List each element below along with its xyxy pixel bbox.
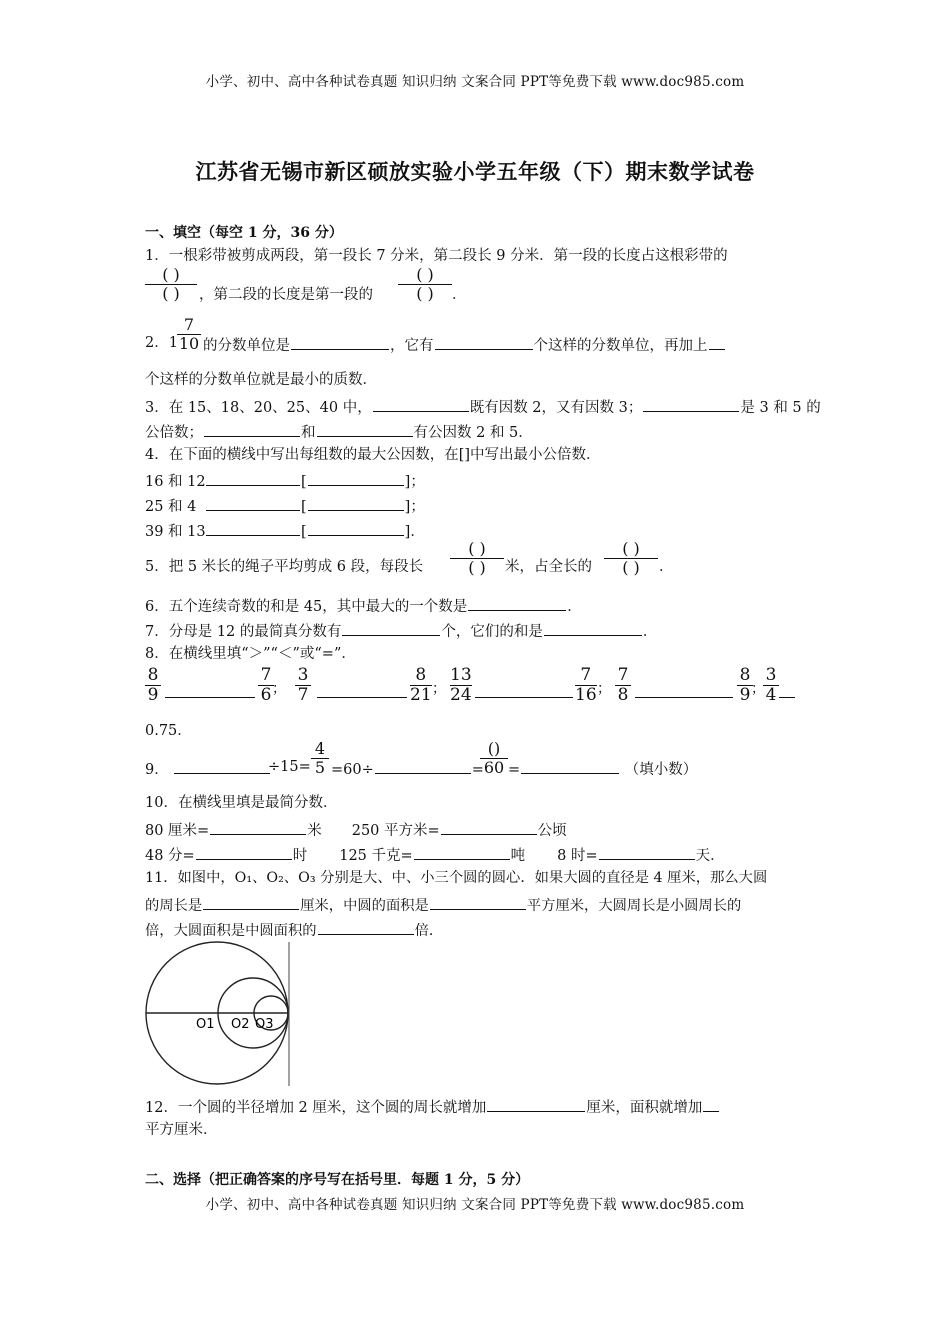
q10-unit-1: 米 xyxy=(307,823,322,839)
q3-blank-3[interactable] xyxy=(204,420,300,437)
q8-frac-den: 9 xyxy=(147,685,159,705)
q8-frac-den: 6 xyxy=(260,685,272,705)
q2-frac-den: 10 xyxy=(178,334,200,353)
q10-text: 10．在横线里填是最简分数． xyxy=(145,795,338,811)
q4-row-1-end: ]； xyxy=(404,474,425,490)
section-2-heading: 二、选择（把正确答案的序号写在括号里．每题 1 分，5 分） xyxy=(145,1172,530,1188)
q6-text-a: 6．五个连续奇数的和是 45，其中最大的一个数是 xyxy=(145,599,468,615)
q3-text-b: 既有因数 2，又有因数 3； xyxy=(469,400,643,416)
q8-fraction xyxy=(575,666,597,705)
q1-fraction-1 xyxy=(145,266,197,303)
q2-frac-num: 7 xyxy=(177,316,201,335)
q8-blank[interactable] xyxy=(317,697,407,698)
q9-frac2-den: 60 xyxy=(483,758,505,777)
q5-text-a: 5．把 5 米长的绳子平均剪成 6 段，每段长 xyxy=(145,559,424,575)
q8-frac-num: 8 xyxy=(737,666,753,686)
q3-blank-1[interactable] xyxy=(373,395,469,412)
q2-blank-2[interactable] xyxy=(435,333,533,350)
q10-label-2: 250 平方米= xyxy=(351,823,440,839)
q10-blank-3[interactable] xyxy=(196,843,292,860)
q3-text-a: 3．在 15、18、20、25、40 中， xyxy=(145,400,372,416)
page-header: 小学、初中、高中各种试卷真题 知识归纳 文案合同 PPT等免费下载 www.doc985.com xyxy=(205,74,745,90)
q10-label-1: 80 厘米= xyxy=(145,823,210,839)
q8-blank[interactable] xyxy=(635,697,733,698)
q5-text-c: ． xyxy=(659,559,674,575)
q5-fraction-1 xyxy=(450,540,504,577)
q2-blank-3[interactable] xyxy=(709,333,725,350)
q8-frac-num: 7 xyxy=(258,666,274,686)
q9-text-c: =60÷ xyxy=(331,762,374,778)
q5-frac1-den: ( ) xyxy=(468,558,486,577)
q8-fraction xyxy=(410,666,432,705)
q4-gcd-blank-1[interactable] xyxy=(206,469,300,486)
q11-text-c: 厘米，中圆的面积是 xyxy=(300,898,429,914)
q8-frac-den: 9 xyxy=(739,685,751,705)
q8-separator: ； xyxy=(597,681,611,697)
q11-blank-2[interactable] xyxy=(430,893,526,910)
q4-row-3-label: 39 和 13 xyxy=(145,524,206,540)
q10-unit-5: 天． xyxy=(695,848,725,864)
q8-frac-num: 3 xyxy=(763,666,779,686)
q12-blank-2[interactable] xyxy=(703,1095,719,1112)
q10-unit-3: 时 xyxy=(292,848,308,864)
q11-text-d: 平方厘米，大圆周长是小圆周长的 xyxy=(526,898,742,914)
q1-line1 xyxy=(145,246,728,266)
q4-lcm-blank-3[interactable] xyxy=(308,519,404,536)
page-footer: 小学、初中、高中各种试卷真题 知识归纳 文案合同 PPT等免费下载 www.doc985.com xyxy=(205,1197,745,1213)
q4-lcm-blank-2[interactable] xyxy=(308,494,404,511)
q1-frac2-den: ( ) xyxy=(416,284,434,303)
q10-label-5: 8 时= xyxy=(557,848,598,864)
q8-frac-den: 8 xyxy=(617,685,629,705)
q4-gcd-blank-3[interactable] xyxy=(206,519,300,536)
q2-text-d: 个这样的分数单位，再加上 xyxy=(533,338,708,354)
q10-unit-2: 公顷 xyxy=(537,823,567,839)
q8-text: 8．在横线里填“＞”“＜”或“=”． xyxy=(145,646,356,662)
q8-fraction xyxy=(450,666,472,705)
q8-blank[interactable] xyxy=(165,697,255,698)
label-o1: O1 xyxy=(196,1017,215,1032)
q8-fraction xyxy=(145,666,161,705)
q1-frac2-num: ( ) xyxy=(398,266,452,285)
q8-comparison-row xyxy=(145,666,805,708)
circles-figure xyxy=(144,940,296,1090)
q10-blank-1[interactable] xyxy=(210,818,306,835)
q8-frac-num: 3 xyxy=(295,666,311,686)
q1-text-b: ，第二段的长度是第一段的 xyxy=(199,287,373,303)
q11-blank-1[interactable] xyxy=(203,893,299,910)
q1-text-c: ． xyxy=(452,287,467,303)
q11-text-b: 的周长是 xyxy=(145,898,203,914)
q3-text-e: 和 xyxy=(301,425,316,441)
q4-row-2-end: ]； xyxy=(404,499,425,515)
q8-fraction xyxy=(763,666,779,705)
q2-text-e: 个这样的分数单位就是最小的质数． xyxy=(145,372,377,388)
q8-frac-num: 8 xyxy=(145,666,161,686)
q11-text-f: 倍． xyxy=(414,923,444,939)
q8-frac-den: 21 xyxy=(410,685,432,705)
q6-blank[interactable] xyxy=(468,594,566,611)
q1-frac1-den: ( ) xyxy=(162,284,180,303)
q12-blank-1[interactable] xyxy=(487,1095,585,1112)
q8-frac-den: 24 xyxy=(450,685,472,705)
q7-blank-2[interactable] xyxy=(544,619,642,636)
q5-frac2-num: ( ) xyxy=(604,540,658,559)
q9-blank-3[interactable] xyxy=(521,757,619,774)
q4-gcd-blank-2[interactable] xyxy=(206,494,300,511)
q10-blank-2[interactable] xyxy=(441,818,537,835)
q11-text-e: 倍，大圆面积是中圆面积的 xyxy=(145,923,317,939)
q3-blank-2[interactable] xyxy=(643,395,739,412)
q10-label-4: 125 千克= xyxy=(339,848,413,864)
q4-row-1-label: 16 和 12 xyxy=(145,474,206,490)
q8-blank[interactable] xyxy=(475,697,573,698)
label-o2: O2 xyxy=(231,1017,250,1032)
q9-frac1-den: 5 xyxy=(314,758,326,777)
q9-text-d: = xyxy=(471,762,484,778)
q1-frac1-num: ( ) xyxy=(145,266,197,285)
label-o3: O3 xyxy=(255,1017,274,1032)
q8-end-text: 0.75． xyxy=(145,723,192,739)
q5-text-b: 米，占全长的 xyxy=(505,559,592,575)
q12-text-b: 厘米，面积就增加 xyxy=(586,1100,703,1116)
q8-frac-den: 7 xyxy=(297,685,309,705)
section-1-heading: 一、填空（每空 1 分，36 分） xyxy=(145,225,343,241)
q9-text-b: ÷15= xyxy=(268,759,311,775)
q9-fraction-2 xyxy=(480,740,508,777)
q10-label-3: 48 分= xyxy=(145,848,195,864)
q11-text-a: 11．如图中，O₁、O₂、O₃ 分别是大、中、小三个圆的圆心．如果大圆的直径是 4 厘米，那么大圆 xyxy=(145,870,768,886)
q2-blank-1[interactable] xyxy=(291,333,389,350)
q8-fraction xyxy=(295,666,311,705)
q9-fraction-1 xyxy=(311,740,329,777)
q8-separator: ； xyxy=(272,681,286,697)
q9-text-e: = xyxy=(508,762,521,778)
q4-row-3-end: ]． xyxy=(404,524,425,540)
q8-frac-num: 8 xyxy=(410,666,432,686)
q7-blank-1[interactable] xyxy=(342,619,440,636)
q4-lcm-blank-1[interactable] xyxy=(308,469,404,486)
q7-text-b: 个，它们的和是 xyxy=(441,624,543,640)
q4-row-2-label: 25 和 4 xyxy=(145,499,197,515)
q4-text: 4．在下面的横线中写出每组数的最大公因数，在[]中写出最小公倍数． xyxy=(145,447,601,463)
q3-text-d: 公倍数； xyxy=(145,425,203,441)
q3-text-f: 有公因数 2 和 5． xyxy=(413,425,533,441)
q8-frac-den: 4 xyxy=(765,685,777,705)
q8-frac-num: 7 xyxy=(615,666,631,686)
q10-blank-4[interactable] xyxy=(414,843,510,860)
q8-frac-den: 16 xyxy=(575,685,597,705)
q9-frac2-num: () xyxy=(480,740,508,759)
q9-blank-2[interactable] xyxy=(375,757,471,774)
q9-text-f: （填小数） xyxy=(624,762,698,778)
q8-fraction xyxy=(615,666,631,705)
q8-blank[interactable] xyxy=(779,697,795,698)
q5-frac1-num: ( ) xyxy=(450,540,504,559)
q1-fraction-2 xyxy=(398,266,452,303)
q12-text-c: 平方厘米． xyxy=(145,1122,218,1138)
q10-blank-5[interactable] xyxy=(599,843,695,860)
page-title: 江苏省无锡市新区硕放实验小学五年级（下）期末数学试卷 xyxy=(195,159,755,184)
q2-text-b: 的分数单位是 xyxy=(203,338,290,354)
q8-separator: ； xyxy=(432,681,446,697)
q9-blank-1[interactable] xyxy=(174,757,270,774)
q3-blank-4[interactable] xyxy=(317,420,413,437)
q11-blank-3[interactable] xyxy=(318,918,414,935)
q2-fraction xyxy=(177,316,201,353)
q10-unit-4: 吨 xyxy=(510,848,526,864)
q8-separator: ； xyxy=(751,681,765,697)
q7-text-c: ． xyxy=(642,624,658,640)
q9-frac1-num: 4 xyxy=(311,740,329,759)
q2-text-a: 2．1 xyxy=(145,335,178,351)
q8-frac-num: 13 xyxy=(450,665,472,685)
q9-text-a: 9． xyxy=(145,762,169,778)
q7-text-a: 7．分母是 12 的最简真分数有 xyxy=(145,624,342,640)
q2-text-c: ，它有 xyxy=(390,338,434,354)
q8-frac-num: 7 xyxy=(575,666,597,686)
q3-text-c: 是 3 和 5 的 xyxy=(740,400,821,416)
q5-frac2-den: ( ) xyxy=(622,558,640,577)
q1-text-a: 1．一根彩带被剪成两段，第一段长 7 分米，第二段长 9 分米．第一段的长度占这根彩带的 xyxy=(145,248,728,264)
q5-fraction-2 xyxy=(604,540,658,577)
q6-text-b: ． xyxy=(567,599,582,615)
q12-text-a: 12．一个圆的半径增加 2 厘米，这个圆的周长就增加 xyxy=(145,1100,487,1116)
